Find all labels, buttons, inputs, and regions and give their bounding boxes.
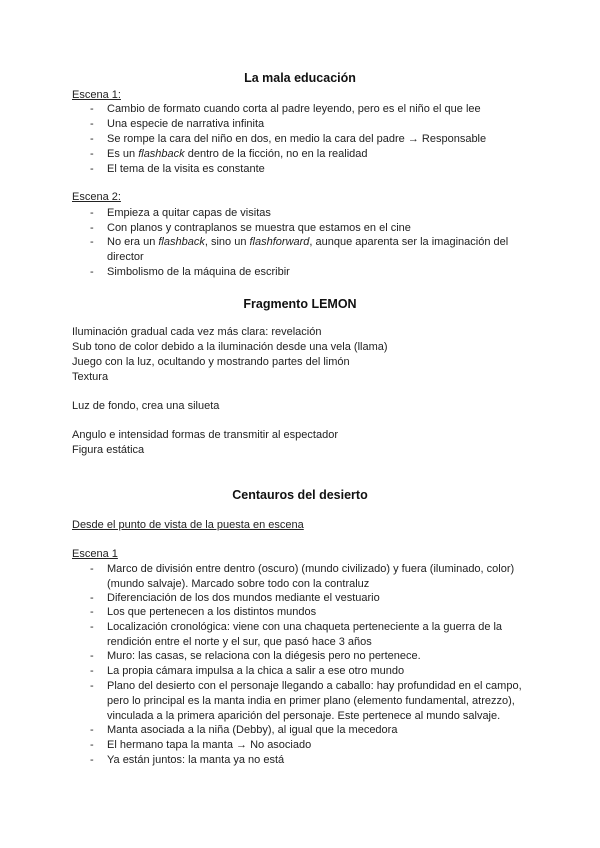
section-title-centauros: Centauros del desierto xyxy=(232,488,368,502)
list-item: Con planos y contraplanos se muestra que estamos en el cine xyxy=(107,222,411,234)
list-item: El tema de la visita es constante xyxy=(107,163,265,175)
text-line: Iluminación gradual cada vez más clara: revelación xyxy=(72,326,322,338)
bullet: - xyxy=(90,207,94,219)
bullet: - xyxy=(90,724,94,736)
list-item: Manta asociada a la niña (Debby), al igual que la mecedora xyxy=(107,724,398,736)
list-item: Es un flashback dentro de la ficción, no en la realidad xyxy=(107,148,368,160)
bullet: - xyxy=(90,148,94,160)
list-item: La propia cámara impulsa a la chica a salir a ese otro mundo xyxy=(107,665,405,677)
list-item: Localización cronológica: viene con una chaqueta perteneciente a la guerra de la rendición entre el norte y el sur, que pasó hace 3 años xyxy=(107,621,503,648)
list-item: Simbolismo de la máquina de escribir xyxy=(107,266,290,278)
list-item: Una especie de narrativa infinita xyxy=(107,118,265,130)
list-item: Se rompe la cara del niño en dos, en medio la cara del padre → Responsable xyxy=(107,133,487,145)
bullet: - xyxy=(90,621,94,633)
text-line: Luz de fondo, crea una silueta xyxy=(72,400,220,412)
bullet: - xyxy=(90,266,94,278)
bullet: - xyxy=(90,163,94,175)
escena-heading: Escena 1: xyxy=(72,89,121,101)
text-line: Figura estática xyxy=(72,444,145,456)
section-title-lemon: Fragmento LEMON xyxy=(243,297,357,311)
escena-heading: Escena 1 xyxy=(72,548,118,560)
bullet: - xyxy=(90,665,94,677)
bullet: - xyxy=(90,222,94,234)
bullet: - xyxy=(90,103,94,115)
list-item: Plano del desierto con el personaje llegando a caballo: hay profundidad en el campo, pero lo principal es la manta india en primer plano (elemento fundamental, atrezzo), vinculada a la primera aparición del personaje. Este pertenece al mundo salvaje. xyxy=(107,680,522,722)
bullet: - xyxy=(90,606,94,618)
section-title-mala-educacion: La mala educación xyxy=(244,71,356,85)
list-item: Marco de división entre dentro (oscuro) (mundo civilizado) y fuera (iluminado, color) (mundo salvaje). Marcado sobre todo con la contraluz xyxy=(107,563,515,590)
text-line: Juego con la luz, ocultando y mostrando partes del limón xyxy=(72,356,350,368)
bullet: - xyxy=(90,563,94,575)
text-line: Sub tono de color debido a la iluminación desde una vela (llama) xyxy=(72,341,388,353)
list-item: No era un flashback, sino un flashforward, aunque aparenta ser la imaginación del director xyxy=(107,236,509,263)
list-item: Empieza a quitar capas de visitas xyxy=(107,207,271,219)
bullet: - xyxy=(90,236,94,248)
bullet: - xyxy=(90,754,94,766)
list-item: Diferenciación de los dos mundos mediante el vestuario xyxy=(107,592,380,604)
list-item: Muro: las casas, se relaciona con la diégesis pero no pertenece. xyxy=(107,650,421,662)
bullet: - xyxy=(90,650,94,662)
text-line: Angulo e intensidad formas de transmitir al espectador xyxy=(72,429,338,441)
list-item: Ya están juntos: la manta ya no está xyxy=(107,754,285,766)
bullet: - xyxy=(90,133,94,145)
subsection-heading: Desde el punto de vista de la puesta en escena xyxy=(72,519,304,531)
escena-heading: Escena 2: xyxy=(72,191,121,203)
list-item: Cambio de formato cuando corta al padre leyendo, pero es el niño el que lee xyxy=(107,103,481,115)
text-line: Textura xyxy=(72,371,109,383)
bullet: - xyxy=(90,680,94,692)
bullet: - xyxy=(90,739,94,751)
list-item: Los que pertenecen a los distintos mundos xyxy=(107,606,317,618)
bullet: - xyxy=(90,592,94,604)
list-item: El hermano tapa la manta → No asociado xyxy=(107,739,312,751)
bullet: - xyxy=(90,118,94,130)
